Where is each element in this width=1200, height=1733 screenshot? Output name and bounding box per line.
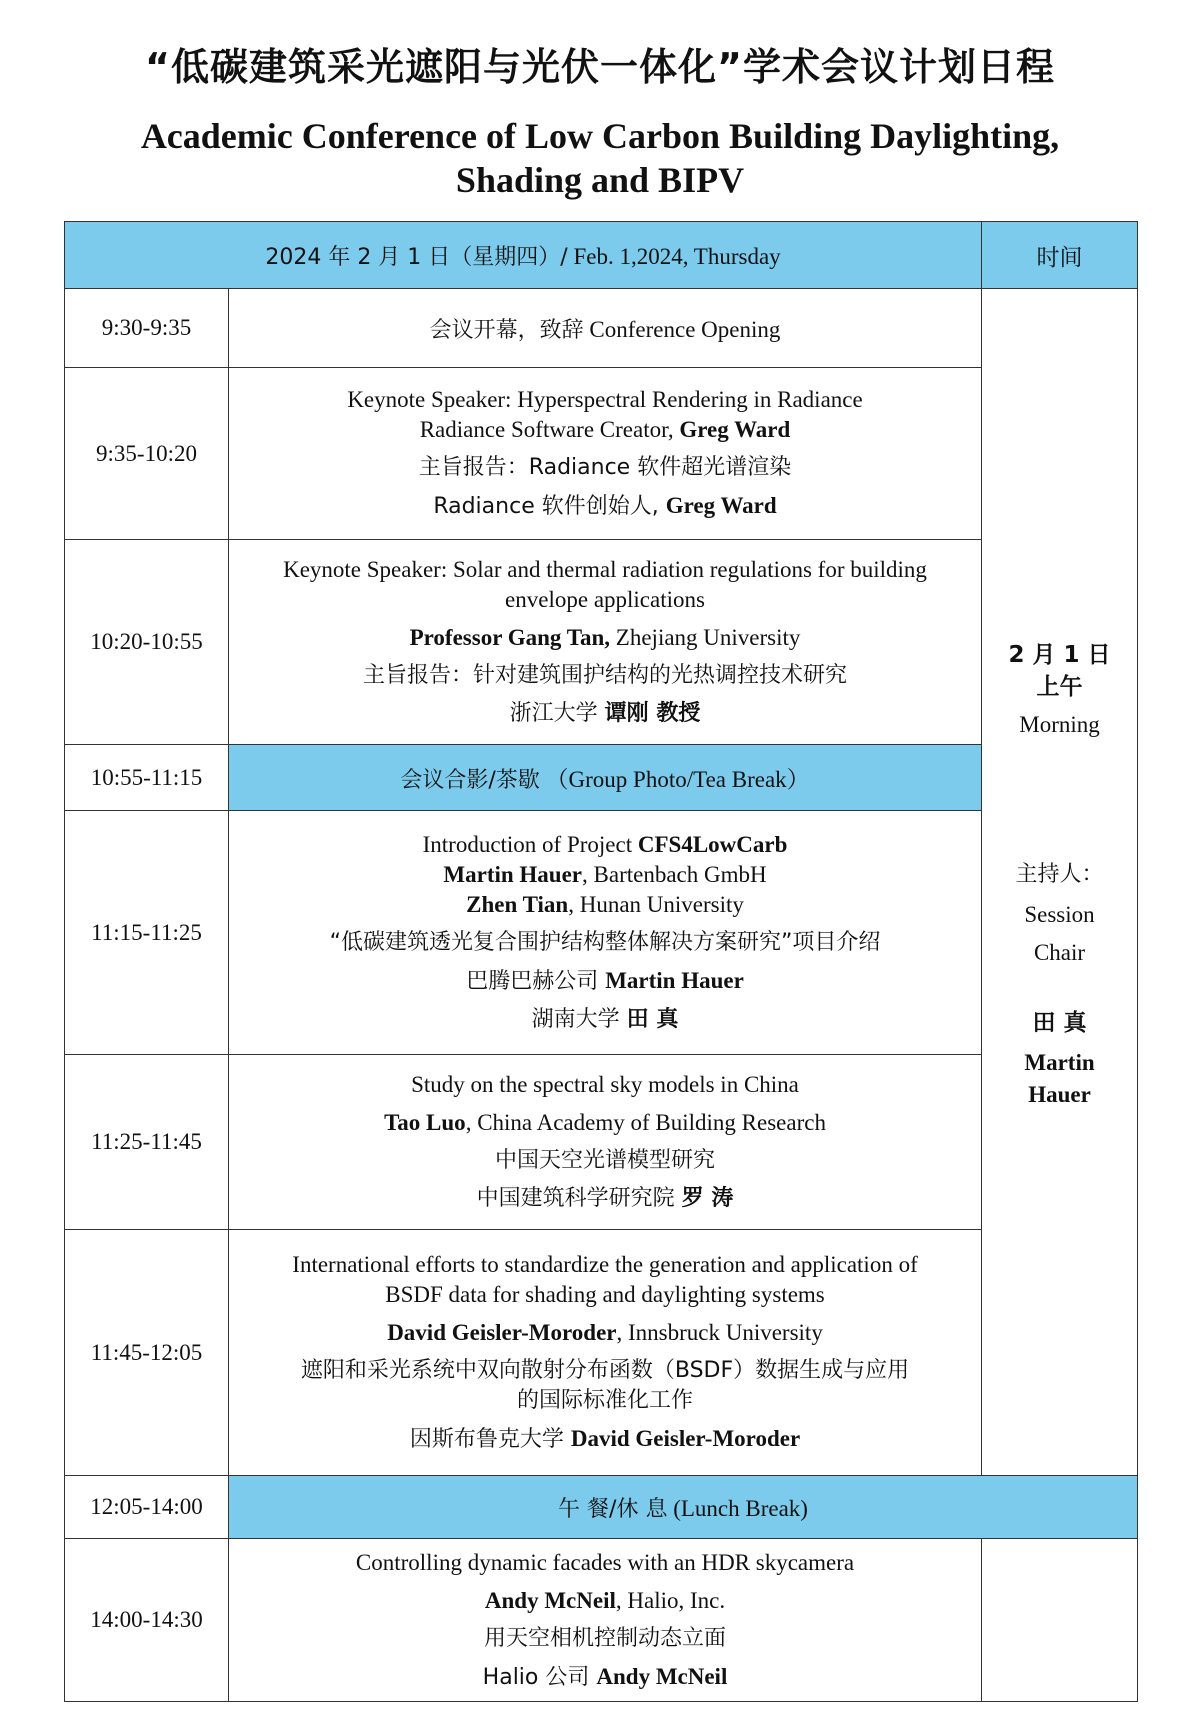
event-en: (Lunch Break) xyxy=(673,1495,808,1521)
event-speaker: Martin Hauer xyxy=(605,968,744,993)
table-row xyxy=(65,745,1138,811)
event-affil: 湖南大学 xyxy=(531,1007,627,1032)
event-line xyxy=(237,623,973,653)
event-affil: Radiance Software Creator, xyxy=(419,417,680,442)
event-speaker: Professor Gang Tan, xyxy=(409,625,611,650)
event-line-zh xyxy=(237,1184,973,1214)
event-speaker: 罗 涛 xyxy=(681,1186,734,1211)
sidebar-chair-zh: 主持人： xyxy=(1015,862,1104,887)
event-line-zh: 遮阳和采光系统中双向散射分布函数（BSDF）数据生成与应用 xyxy=(300,1358,910,1383)
time-cell: 10:20-10:55 xyxy=(65,540,229,745)
event-line-zh xyxy=(237,699,973,729)
event-cell xyxy=(229,1230,982,1476)
event-speaker: Greg Ward xyxy=(679,417,791,442)
event-affil: , China Academy of Building Research xyxy=(465,1110,826,1135)
time-cell: 11:15-11:25 xyxy=(65,811,229,1055)
event-affil: Zhejiang University xyxy=(610,625,801,650)
event-cell xyxy=(229,1476,1138,1539)
session-sidebar xyxy=(982,289,1138,1476)
page-title-zh: “低碳建筑采光遮阳与光伏一体化”学术会议计划日程 xyxy=(145,45,1055,89)
event-affil: Halio 公司 xyxy=(482,1664,597,1690)
event-affil: 因斯布鲁克大学 xyxy=(409,1427,571,1452)
time-cell: 9:35-10:20 xyxy=(65,368,229,540)
time-cell: 9:30-9:35 xyxy=(65,289,229,368)
table-row xyxy=(65,1476,1138,1539)
event-affil: 巴腾巴赫公司 xyxy=(466,969,606,994)
sidebar-date: 2 月 1 日 xyxy=(1008,642,1111,668)
header-time-col: 时间 xyxy=(982,222,1138,289)
event-affil: , Bartenbach GmbH xyxy=(582,862,767,887)
event-line: International efforts to standardize the generation and application of xyxy=(292,1252,918,1277)
event-affil: , Hunan University xyxy=(568,892,744,917)
sidebar-chair-en2: Chair xyxy=(1033,940,1086,965)
event-affil: 中国建筑科学研究院 xyxy=(476,1186,682,1211)
event-line-zh: 的国际标准化工作 xyxy=(517,1388,694,1413)
event-line: envelope applications xyxy=(505,587,705,612)
time-cell: 10:55-11:15 xyxy=(65,745,229,811)
event-zh: 会议开幕，致辞 xyxy=(429,317,584,343)
event-cell xyxy=(229,289,982,368)
event-speaker: Greg Ward xyxy=(665,493,777,518)
table-row xyxy=(65,289,1138,368)
title-en-line2: Shading and BIPV xyxy=(455,160,745,200)
event-cell xyxy=(229,368,982,540)
sidebar-chair-en1: Session xyxy=(1024,902,1095,927)
event-cell xyxy=(229,811,982,1055)
header-row xyxy=(65,222,1138,289)
event-cell xyxy=(229,1539,982,1702)
event-en: （Group Photo/Tea Break） xyxy=(545,767,810,792)
table-row xyxy=(65,1055,1138,1230)
event-line xyxy=(237,415,973,445)
event-line xyxy=(237,1318,973,1348)
table-row xyxy=(65,1539,1138,1702)
event-line xyxy=(237,1586,973,1616)
event-project: CFS4LowCarb xyxy=(637,832,788,857)
event-affil: Radiance 软件创始人, xyxy=(433,494,666,519)
event-line-zh: 用天空相机控制动态立面 xyxy=(484,1625,727,1651)
event-line-zh: “低碳建筑透光复合围护结构整体解决方案研究”项目介绍 xyxy=(329,930,881,955)
event-line-zh: 主旨报告：针对建筑围护结构的光热调控技术研究 xyxy=(363,663,848,688)
event-line xyxy=(237,1108,973,1138)
time-cell: 12:05-14:00 xyxy=(65,1476,229,1539)
event-speaker: Zhen Tian xyxy=(466,892,569,917)
event-line xyxy=(237,890,973,920)
header-date-cell xyxy=(65,222,982,289)
time-cell: 14:00-14:30 xyxy=(65,1539,229,1702)
event-line: Keynote Speaker: Solar and thermal radiation regulations for building xyxy=(283,557,927,582)
sidebar-chair-name-zh: 田 真 xyxy=(1032,1010,1087,1036)
event-line: Controlling dynamic facades with an HDR skycamera xyxy=(355,1549,855,1575)
time-cell: 11:25-11:45 xyxy=(65,1055,229,1230)
event-line-zh: 主旨报告：Radiance 软件超光谱渲染 xyxy=(418,455,792,480)
event-speaker: Tao Luo xyxy=(384,1110,466,1135)
event-speaker: 田 真 xyxy=(626,1007,679,1032)
header-date-en: Feb. 1,2024, Thursday xyxy=(573,243,781,269)
schedule-table xyxy=(64,221,1138,1702)
event-speaker: 谭刚 教授 xyxy=(604,701,701,726)
sidebar-chair-name-en2: Hauer xyxy=(1028,1082,1091,1107)
event-line: Study on the spectral sky models in China xyxy=(411,1072,799,1097)
event-line xyxy=(237,966,973,997)
event-line xyxy=(237,1424,973,1455)
event-en: Conference Opening xyxy=(589,316,781,342)
header-date-zh: 2024 年 2 月 1 日（星期四）/ xyxy=(265,244,568,270)
event-affil: , Innsbruck University xyxy=(616,1320,823,1345)
sidebar-session-zh: 上午 xyxy=(1036,674,1083,700)
event-speaker: Martin Hauer xyxy=(443,862,583,887)
event-affil: 浙江大学 xyxy=(509,701,605,726)
event-line xyxy=(237,830,973,860)
event-line: Keynote Speaker: Hyperspectral Rendering in Radiance xyxy=(347,387,863,412)
event-cell xyxy=(229,1055,982,1230)
event-line xyxy=(237,491,973,522)
event-line xyxy=(237,1662,973,1693)
event-line-zh: 中国天空光谱模型研究 xyxy=(495,1148,716,1173)
empty-cell xyxy=(982,1539,1138,1702)
table-row xyxy=(65,540,1138,745)
table-row xyxy=(65,368,1138,540)
page-title-en xyxy=(0,114,1200,202)
table-row xyxy=(65,1230,1138,1476)
event-speaker: Andy McNeil xyxy=(596,1663,728,1689)
table-row xyxy=(65,811,1138,1055)
event-cell xyxy=(229,540,982,745)
sidebar-chair-name-en1: Martin xyxy=(1024,1050,1095,1075)
event-affil: , Halio, Inc. xyxy=(615,1587,726,1613)
event-speaker: Andy McNeil xyxy=(484,1587,616,1613)
event-speaker: David Geisler-Moroder xyxy=(387,1320,617,1345)
event-speaker: David Geisler-Moroder xyxy=(570,1426,801,1451)
event-line xyxy=(237,860,973,890)
event-line: BSDF data for shading and daylighting systems xyxy=(385,1282,825,1307)
event-title: Introduction of Project xyxy=(422,832,638,857)
sidebar-session-en: Morning xyxy=(1019,712,1100,737)
event-zh: 会议合影/茶歇 xyxy=(400,768,540,793)
time-cell: 11:45-12:05 xyxy=(65,1230,229,1476)
title-en-line1: Academic Conference of Low Carbon Building Daylighting, xyxy=(140,116,1060,156)
event-cell xyxy=(229,745,982,811)
event-zh: 午 餐/休 息 xyxy=(558,1496,668,1522)
event-line-zh xyxy=(237,1005,973,1035)
